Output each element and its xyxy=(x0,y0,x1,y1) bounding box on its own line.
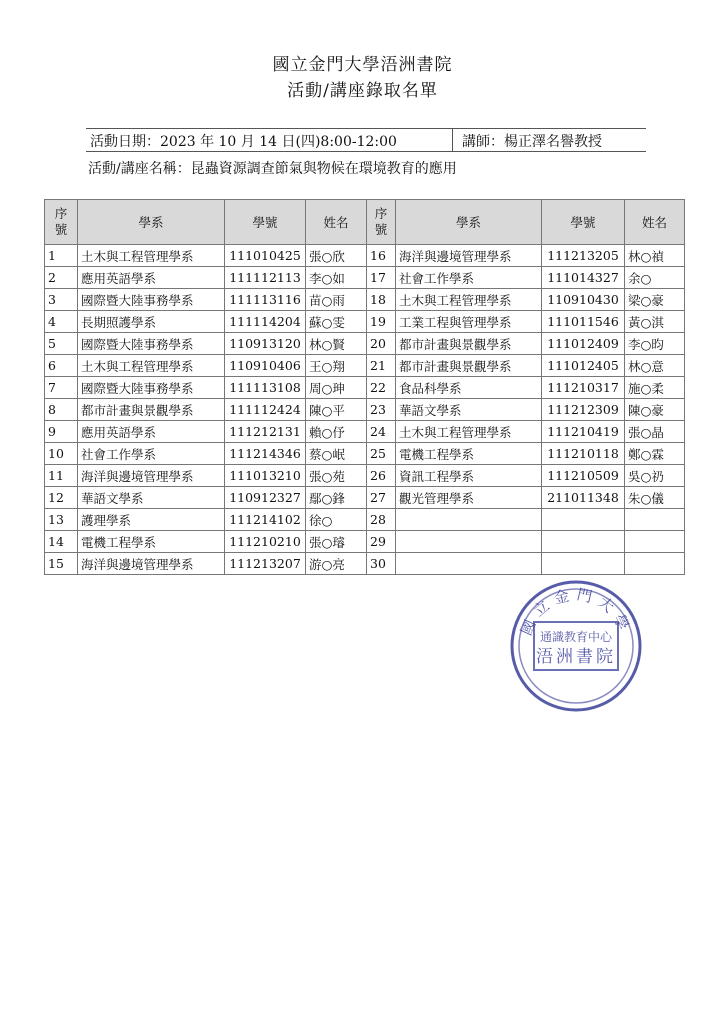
dept-cell: 護理學系 xyxy=(78,509,225,531)
seq-cell: 1 xyxy=(45,245,78,267)
dept-cell: 華語文學系 xyxy=(396,399,542,421)
seal-inner-line2: 浯洲書院 xyxy=(536,647,616,667)
student-id-cell: 111011546 xyxy=(542,311,625,333)
dept-cell: 應用英語學系 xyxy=(78,267,225,289)
table-row xyxy=(45,487,685,509)
dept-cell: 社會工作學系 xyxy=(396,267,542,289)
seq-cell: 27 xyxy=(367,487,396,509)
dept-cell: 工業工程與管理學系 xyxy=(396,311,542,333)
student-id-cell: 111210118 xyxy=(542,443,625,465)
seq-cell: 29 xyxy=(367,531,396,553)
seq-cell: 28 xyxy=(367,509,396,531)
student-id-cell: 110910406 xyxy=(225,355,306,377)
table-row xyxy=(45,267,685,289)
name-cell: 李○如 xyxy=(306,267,367,289)
table-row xyxy=(45,553,685,575)
name-cell xyxy=(625,509,685,531)
name-cell: 吳○礽 xyxy=(625,465,685,487)
student-id-cell xyxy=(542,553,625,575)
seq-cell: 16 xyxy=(367,245,396,267)
name-cell: 施○柔 xyxy=(625,377,685,399)
student-id-cell xyxy=(542,509,625,531)
dept-cell: 海洋與邊境管理學系 xyxy=(396,245,542,267)
event-name: 活動/講座名稱：昆蟲資源調查節氣與物候在環境教育的應用 xyxy=(88,161,457,177)
seq-cell: 11 xyxy=(45,465,78,487)
admission-table xyxy=(44,199,685,575)
event-date: 活動日期：2023 年 10 月 14 日(四)8:00-12:00 xyxy=(90,134,397,150)
student-id-cell: 111210419 xyxy=(542,421,625,443)
dept-cell: 資訊工程學系 xyxy=(396,465,542,487)
seal-inner-line1: 通識教育中心 xyxy=(539,630,613,644)
dept-cell: 都市計畫與景觀學系 xyxy=(78,399,225,421)
seq-cell: 12 xyxy=(45,487,78,509)
student-id-cell xyxy=(542,531,625,553)
name-cell: 林○賢 xyxy=(306,333,367,355)
seq-cell: 26 xyxy=(367,465,396,487)
dept-cell: 應用英語學系 xyxy=(78,421,225,443)
table-header-row xyxy=(45,200,685,245)
student-id-cell: 110912327 xyxy=(225,487,306,509)
seq-cell: 8 xyxy=(45,399,78,421)
student-id-cell: 111213207 xyxy=(225,553,306,575)
table-row xyxy=(45,421,685,443)
name-cell: 周○珅 xyxy=(306,377,367,399)
document-title: 國立金門大學浯洲書院 xyxy=(272,55,453,75)
dept-cell: 社會工作學系 xyxy=(78,443,225,465)
name-cell: 余○ xyxy=(625,267,685,289)
seq-cell: 22 xyxy=(367,377,396,399)
table-body xyxy=(45,245,685,575)
dept-cell: 土木與工程管理學系 xyxy=(396,289,542,311)
seq-cell: 30 xyxy=(367,553,396,575)
header-dept: 學系 xyxy=(396,200,542,245)
student-id-cell: 111210210 xyxy=(225,531,306,553)
seq-cell: 14 xyxy=(45,531,78,553)
seq-cell: 15 xyxy=(45,553,78,575)
seq-cell: 21 xyxy=(367,355,396,377)
name-cell: 徐○ xyxy=(306,509,367,531)
name-cell: 王○翔 xyxy=(306,355,367,377)
name-cell: 梁○豪 xyxy=(625,289,685,311)
name-cell: 黃○淇 xyxy=(625,311,685,333)
table-row xyxy=(45,443,685,465)
seq-cell: 17 xyxy=(367,267,396,289)
table-row xyxy=(45,399,685,421)
dept-cell: 國際暨大陸事務學系 xyxy=(78,377,225,399)
student-id-cell: 111112113 xyxy=(225,267,306,289)
header-name: 姓名 xyxy=(625,200,685,245)
student-id-cell: 111214346 xyxy=(225,443,306,465)
seq-cell: 20 xyxy=(367,333,396,355)
student-id-cell: 111214102 xyxy=(225,509,306,531)
name-cell: 鄭○霖 xyxy=(625,443,685,465)
seq-cell: 5 xyxy=(45,333,78,355)
seq-cell: 18 xyxy=(367,289,396,311)
student-id-cell: 111112424 xyxy=(225,399,306,421)
info-divider xyxy=(452,129,453,151)
dept-cell: 食品科學系 xyxy=(396,377,542,399)
student-id-cell: 111010425 xyxy=(225,245,306,267)
table-row xyxy=(45,509,685,531)
name-cell: 張○璿 xyxy=(306,531,367,553)
seq-cell: 10 xyxy=(45,443,78,465)
seq-cell: 2 xyxy=(45,267,78,289)
seq-cell: 9 xyxy=(45,421,78,443)
dept-cell xyxy=(396,509,542,531)
student-id-cell: 111210509 xyxy=(542,465,625,487)
dept-cell: 長期照護學系 xyxy=(78,311,225,333)
event-info-row xyxy=(86,128,646,152)
name-cell: 張○苑 xyxy=(306,465,367,487)
name-cell: 苗○雨 xyxy=(306,289,367,311)
dept-cell: 都市計畫與景觀學系 xyxy=(396,355,542,377)
student-id-cell: 111012405 xyxy=(542,355,625,377)
seq-cell: 6 xyxy=(45,355,78,377)
student-id-cell: 111212131 xyxy=(225,421,306,443)
instructor: 講師：楊正澤名譽教授 xyxy=(462,134,602,150)
table-row xyxy=(45,289,685,311)
dept-cell: 國際暨大陸事務學系 xyxy=(78,333,225,355)
student-id-cell: 111212309 xyxy=(542,399,625,421)
table-row xyxy=(45,311,685,333)
table-row xyxy=(45,531,685,553)
dept-cell: 電機工程學系 xyxy=(396,443,542,465)
dept-cell: 都市計畫與景觀學系 xyxy=(396,333,542,355)
header-seq: 序 號 xyxy=(45,200,78,245)
name-cell: 賴○伃 xyxy=(306,421,367,443)
name-cell: 陳○豪 xyxy=(625,399,685,421)
student-id-cell: 111014327 xyxy=(542,267,625,289)
dept-cell: 海洋與邊境管理學系 xyxy=(78,465,225,487)
dept-cell: 國際暨大陸事務學系 xyxy=(78,289,225,311)
dept-cell xyxy=(396,531,542,553)
student-id-cell: 110910430 xyxy=(542,289,625,311)
student-id-cell: 111213205 xyxy=(542,245,625,267)
seq-cell: 13 xyxy=(45,509,78,531)
table-row xyxy=(45,245,685,267)
seq-cell: 19 xyxy=(367,311,396,333)
student-id-cell: 111013210 xyxy=(225,465,306,487)
student-id-cell: 111114204 xyxy=(225,311,306,333)
dept-cell: 土木與工程管理學系 xyxy=(78,245,225,267)
dept-cell: 華語文學系 xyxy=(78,487,225,509)
name-cell: 游○亮 xyxy=(306,553,367,575)
dept-cell: 觀光管理學系 xyxy=(396,487,542,509)
name-cell xyxy=(625,553,685,575)
name-cell: 林○禎 xyxy=(625,245,685,267)
header-sid: 學號 xyxy=(542,200,625,245)
header-sid: 學號 xyxy=(225,200,306,245)
seq-cell: 4 xyxy=(45,311,78,333)
dept-cell: 電機工程學系 xyxy=(78,531,225,553)
dept-cell: 土木與工程管理學系 xyxy=(78,355,225,377)
name-cell: 鄢○鋒 xyxy=(306,487,367,509)
name-cell: 蘇○雯 xyxy=(306,311,367,333)
name-cell: 張○晶 xyxy=(625,421,685,443)
dept-cell: 海洋與邊境管理學系 xyxy=(78,553,225,575)
seq-cell: 25 xyxy=(367,443,396,465)
table-row xyxy=(45,355,685,377)
table-row xyxy=(45,333,685,355)
seq-cell: 7 xyxy=(45,377,78,399)
seq-cell: 23 xyxy=(367,399,396,421)
student-id-cell: 111113116 xyxy=(225,289,306,311)
name-cell: 陳○平 xyxy=(306,399,367,421)
header-dept: 學系 xyxy=(78,200,225,245)
header-name: 姓名 xyxy=(306,200,367,245)
table-row xyxy=(45,377,685,399)
student-id-cell: 111113108 xyxy=(225,377,306,399)
name-cell: 林○意 xyxy=(625,355,685,377)
dept-cell: 土木與工程管理學系 xyxy=(396,421,542,443)
name-cell xyxy=(625,531,685,553)
name-cell: 張○欣 xyxy=(306,245,367,267)
seal-outer-text: 國立金門大學 xyxy=(517,585,635,639)
table-row xyxy=(45,465,685,487)
name-cell: 李○昀 xyxy=(625,333,685,355)
student-id-cell: 111210317 xyxy=(542,377,625,399)
school-seal xyxy=(508,578,644,714)
header-seq: 序 號 xyxy=(367,200,396,245)
seq-cell: 24 xyxy=(367,421,396,443)
name-cell: 朱○儀 xyxy=(625,487,685,509)
student-id-cell: 211011348 xyxy=(542,487,625,509)
document-subtitle: 活動/講座錄取名單 xyxy=(287,81,438,101)
student-id-cell: 111012409 xyxy=(542,333,625,355)
name-cell: 蔡○岷 xyxy=(306,443,367,465)
dept-cell xyxy=(396,553,542,575)
seq-cell: 3 xyxy=(45,289,78,311)
student-id-cell: 110913120 xyxy=(225,333,306,355)
